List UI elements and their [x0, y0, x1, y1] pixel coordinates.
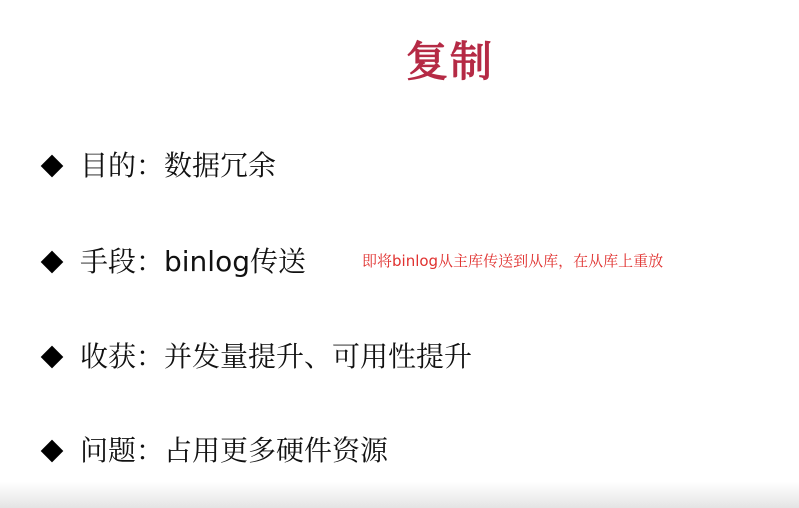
diamond-bullet-icon [41, 155, 64, 178]
bullet-item-means [40, 242, 306, 282]
bullet-text: 问题：占用更多硬件资源 [80, 434, 389, 467]
bullet-text: 手段：binlog传送 [80, 245, 306, 278]
bottom-shade [0, 482, 799, 508]
bullet-text: 收获：并发量提升、可用性提升 [80, 340, 473, 373]
bullet-text: 目的：数据冗余 [80, 149, 277, 182]
slide-title: 复制 [406, 37, 495, 86]
diamond-bullet-icon [41, 440, 64, 463]
diamond-bullet-icon [41, 251, 64, 274]
bullet-item-gains [40, 337, 472, 377]
bullet-item-issues [40, 431, 388, 471]
bullet-item-purpose [40, 146, 276, 186]
annotation-note: 即将binlog从主库传送到从库，在从库上重放 [362, 252, 664, 270]
diamond-bullet-icon [41, 346, 64, 369]
